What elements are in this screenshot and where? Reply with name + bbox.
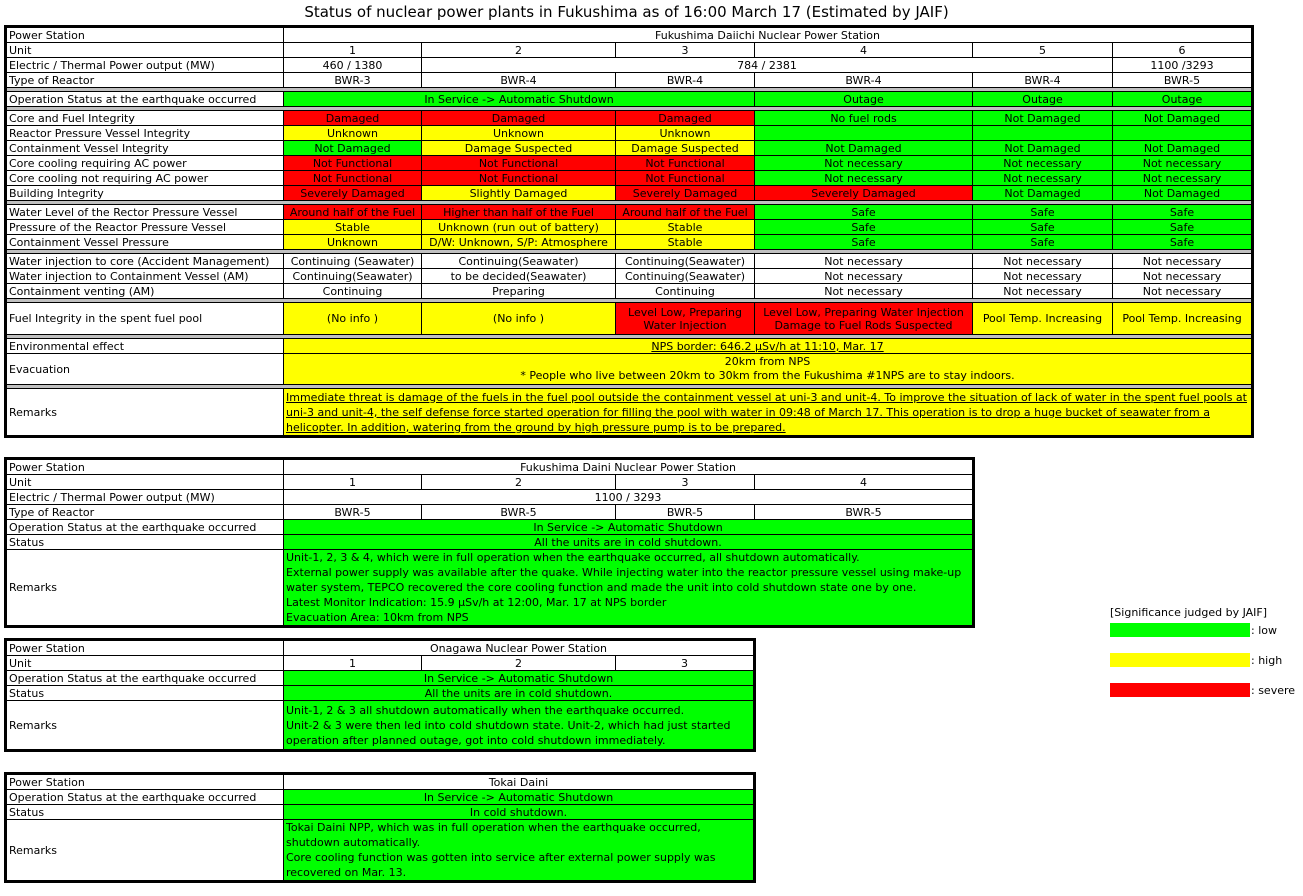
- cv-integrity-u2: Damage Suspected: [422, 141, 616, 156]
- rpv-integrity-u5: [973, 126, 1113, 141]
- label-building: Building Integrity: [6, 186, 284, 201]
- station-name: Fukushima Daini Nuclear Power Station: [284, 459, 974, 475]
- unit-3: 3: [616, 656, 755, 671]
- reactor-u5: BWR-4: [973, 73, 1113, 88]
- rpv-pressure-u2: Unknown (run out of battery): [422, 220, 616, 235]
- reactor-u1: BWR-5: [284, 505, 422, 520]
- label-status: Status: [6, 686, 284, 701]
- venting-u4: Not necessary: [755, 284, 973, 299]
- rpv-integrity-u1: Unknown: [284, 126, 422, 141]
- inj-core-u6: Not necessary: [1113, 254, 1253, 269]
- label-rpv-pressure: Pressure of the Reactor Pressure Vessel: [6, 220, 284, 235]
- venting-u2: Preparing: [422, 284, 616, 299]
- water-level-u6: Safe: [1113, 205, 1253, 220]
- cv-pressure-u3: Stable: [616, 235, 755, 250]
- unit-1: 1: [284, 475, 422, 490]
- building-u5: Not Damaged: [973, 186, 1113, 201]
- cv-integrity-u1: Not Damaged: [284, 141, 422, 156]
- building-u1: Severely Damaged: [284, 186, 422, 201]
- cv-integrity-u3: Damage Suspected: [616, 141, 755, 156]
- legend-label-low: : low: [1251, 624, 1277, 637]
- label-remarks: Remarks: [6, 820, 284, 882]
- remarks-line: Unit-2 & 3 were then led into cold shutdown state. Unit-2, which had just started operation after planned outage, got into cold shutdown immediately.: [286, 718, 731, 747]
- label-operation: Operation Status at the earthquake occurred: [6, 671, 284, 686]
- legend-swatch-severe: [1110, 683, 1250, 697]
- core-fuel-u2: Damaged: [422, 111, 616, 126]
- legend-label-high: : high: [1251, 654, 1283, 667]
- water-level-u5: Safe: [973, 205, 1113, 220]
- remarks-text: Immediate threat is damage of the fuels in the fuel pool outside the containment vessel at uni-3 and unit-4. To improve the situation of lack of water in the spent fuel pools at uni-3 and unit-4, the self defense force started operation for filling the pool with water in 09:48 of March 17. This operation is to drop a huge bucket of seawater from a helicopter. In addition, watering from the ground by high pressure pump is to be prepared.: [284, 389, 1253, 437]
- reactor-u4: BWR-4: [755, 73, 973, 88]
- inj-core-u1: Continuing (Seawater): [284, 254, 422, 269]
- label-operation: Operation Status at the earthquake occurred: [6, 92, 284, 107]
- unit-5: 5: [973, 43, 1113, 58]
- cc-ac-u1: Not Functional: [284, 156, 422, 171]
- remarks: [284, 701, 755, 751]
- water-level-u3: Around half of the Fuel: [616, 205, 755, 220]
- status: All the units are in cold shutdown.: [284, 535, 974, 550]
- reactor-u6: BWR-5: [1113, 73, 1253, 88]
- onagawa-table: [4, 638, 756, 752]
- water-level-u4: Safe: [755, 205, 973, 220]
- rpv-pressure-u4: Safe: [755, 220, 973, 235]
- label-rpv-integrity: Reactor Pressure Vessel Integrity: [6, 126, 284, 141]
- cc-noac-u5: Not necessary: [973, 171, 1113, 186]
- status: All the units are in cold shutdown.: [284, 686, 755, 701]
- label-power-station: Power Station: [6, 774, 284, 790]
- spent-fuel-u6: Pool Temp. Increasing: [1113, 303, 1253, 335]
- env-effect: NPS border: 646.2 μSv/h at 11:10, Mar. 17: [284, 339, 1253, 354]
- operation-u1-3: In Service -> Automatic Shutdown: [284, 92, 755, 107]
- operation: In Service -> Automatic Shutdown: [284, 671, 755, 686]
- label-reactor: Type of Reactor: [6, 505, 284, 520]
- legend-label-severe: : severe: [1251, 684, 1296, 697]
- operation-u6: Outage: [1113, 92, 1253, 107]
- spent-fuel-u1: (No info ): [284, 303, 422, 335]
- cv-integrity-u6: Not Damaged: [1113, 141, 1253, 156]
- cv-integrity-u5: Not Damaged: [973, 141, 1113, 156]
- label-cv-integrity: Containment Vessel Integrity: [6, 141, 284, 156]
- unit-2: 2: [422, 43, 616, 58]
- building-u6: Not Damaged: [1113, 186, 1253, 201]
- unit-2: 2: [422, 475, 616, 490]
- label-power-station: Power Station: [6, 27, 284, 43]
- reactor-u4: BWR-5: [755, 505, 974, 520]
- rpv-pressure-u6: Safe: [1113, 220, 1253, 235]
- rpv-pressure-u5: Safe: [973, 220, 1113, 235]
- rpv-integrity-u6: [1113, 126, 1253, 141]
- label-power-station: Power Station: [6, 459, 284, 475]
- tokai-table: [4, 772, 756, 883]
- inj-cv-u2: to be decided(Seawater): [422, 269, 616, 284]
- cv-pressure-u2: D/W: Unknown, S/P: Atmosphere: [422, 235, 616, 250]
- venting-u5: Not necessary: [973, 284, 1113, 299]
- inj-cv-u4: Not necessary: [755, 269, 973, 284]
- inj-core-u3: Continuing(Seawater): [616, 254, 755, 269]
- venting-u1: Continuing: [284, 284, 422, 299]
- inj-core-u2: Continuing(Seawater): [422, 254, 616, 269]
- operation: In Service -> Automatic Shutdown: [284, 520, 974, 535]
- unit-4: 4: [755, 475, 974, 490]
- label-cv-pressure: Containment Vessel Pressure: [6, 235, 284, 250]
- label-remarks: Remarks: [6, 389, 284, 437]
- label-unit: Unit: [6, 475, 284, 490]
- core-fuel-u6: Not Damaged: [1113, 111, 1253, 126]
- inj-cv-u1: Continuing(Seawater): [284, 269, 422, 284]
- unit-3: 3: [616, 475, 755, 490]
- label-power-station: Power Station: [6, 640, 284, 656]
- unit-1: 1: [284, 656, 422, 671]
- label-unit: Unit: [6, 43, 284, 58]
- cv-pressure-u5: Safe: [973, 235, 1113, 250]
- remarks-line: Unit-1, 2 & 3 all shutdown automatically when the earthquake occurred.: [286, 703, 685, 717]
- inj-cv-u6: Not necessary: [1113, 269, 1253, 284]
- core-fuel-u1: Damaged: [284, 111, 422, 126]
- evacuation-zone: 20km from NPS: [724, 355, 811, 368]
- core-fuel-u3: Damaged: [616, 111, 755, 126]
- label-reactor: Type of Reactor: [6, 73, 284, 88]
- label-status: Status: [6, 535, 284, 550]
- cc-noac-u2: Not Functional: [422, 171, 616, 186]
- label-core-fuel: Core and Fuel Integrity: [6, 111, 284, 126]
- cc-ac-u5: Not necessary: [973, 156, 1113, 171]
- water-level-u1: Around half of the Fuel: [284, 205, 422, 220]
- label-water-level: Water Level of the Rector Pressure Vessel: [6, 205, 284, 220]
- cc-noac-u4: Not necessary: [755, 171, 973, 186]
- evacuation: [284, 354, 1253, 385]
- label-remarks: Remarks: [6, 550, 284, 627]
- cc-ac-u4: Not necessary: [755, 156, 973, 171]
- output-u2-5: 784 / 2381: [422, 58, 1113, 73]
- building-u2: Slightly Damaged: [422, 186, 616, 201]
- cv-pressure-u1: Unknown: [284, 235, 422, 250]
- legend-item-high: [1110, 653, 1303, 683]
- rpv-pressure-u1: Stable: [284, 220, 422, 235]
- core-fuel-u5: Not Damaged: [973, 111, 1113, 126]
- inj-core-u5: Not necessary: [973, 254, 1113, 269]
- label-cc-ac: Core cooling requiring AC power: [6, 156, 284, 171]
- building-u3: Severely Damaged: [616, 186, 755, 201]
- legend: [1110, 606, 1303, 713]
- inj-cv-u5: Not necessary: [973, 269, 1113, 284]
- daiichi-table: [4, 25, 1254, 438]
- remarks-line: Evacuation Area: 10km from NPS: [286, 611, 469, 624]
- label-cc-noac: Core cooling not requiring AC power: [6, 171, 284, 186]
- label-operation: Operation Status at the earthquake occurred: [6, 790, 284, 805]
- reactor-u2: BWR-4: [422, 73, 616, 88]
- legend-swatch-high: [1110, 653, 1250, 667]
- legend-swatch-low: [1110, 623, 1250, 637]
- spent-fuel-u4: Level Low, Preparing Water Injection Damage to Fuel Rods Suspected: [755, 303, 973, 335]
- output: 1100 / 3293: [284, 490, 974, 505]
- evacuation-note: * People who live between 20km to 30km from the Fukushima #1NPS are to stay indoors.: [520, 369, 1015, 382]
- label-spent-fuel: Fuel Integrity in the spent fuel pool: [6, 303, 284, 335]
- label-inj-core: Water injection to core (Accident Management): [6, 254, 284, 269]
- label-output: Electric / Thermal Power output (MW): [6, 490, 284, 505]
- cv-pressure-u4: Safe: [755, 235, 973, 250]
- reactor-u3: BWR-4: [616, 73, 755, 88]
- rpv-integrity-u3: Unknown: [616, 126, 755, 141]
- station-name: Fukushima Daiichi Nuclear Power Station: [284, 27, 1253, 43]
- remarks-line: Unit-1, 2, 3 & 4, which were in full operation when the earthquake occurred, all shutdown automatically.: [286, 551, 860, 564]
- status: In cold shutdown.: [284, 805, 755, 820]
- cc-ac-u2: Not Functional: [422, 156, 616, 171]
- station-name: Onagawa Nuclear Power Station: [284, 640, 755, 656]
- core-fuel-u4: No fuel rods: [755, 111, 973, 126]
- label-evac: Evacuation: [6, 354, 284, 385]
- label-unit: Unit: [6, 656, 284, 671]
- unit-3: 3: [616, 43, 755, 58]
- unit-4: 4: [755, 43, 973, 58]
- rpv-integrity-u2: Unknown: [422, 126, 616, 141]
- water-level-u2: Higher than half of the Fuel: [422, 205, 616, 220]
- venting-u6: Not necessary: [1113, 284, 1253, 299]
- remarks-line: Core cooling function was gotten into service after external power supply was recovered on Mar. 13.: [286, 851, 716, 879]
- inj-cv-u3: Continuing(Seawater): [616, 269, 755, 284]
- cc-ac-u3: Not Functional: [616, 156, 755, 171]
- label-output: Electric / Thermal Power output (MW): [6, 58, 284, 73]
- rpv-integrity-u4: [755, 126, 973, 141]
- cc-noac-u3: Not Functional: [616, 171, 755, 186]
- operation-u5: Outage: [973, 92, 1113, 107]
- spent-fuel-u2: (No info ): [422, 303, 616, 335]
- label-inj-cv: Water injection to Containment Vessel (AM): [6, 269, 284, 284]
- operation: In Service -> Automatic Shutdown: [284, 790, 755, 805]
- reactor-u3: BWR-5: [616, 505, 755, 520]
- spent-fuel-u5: Pool Temp. Increasing: [973, 303, 1113, 335]
- daini-table: [4, 457, 975, 628]
- label-status: Status: [6, 805, 284, 820]
- operation-u4: Outage: [755, 92, 973, 107]
- cc-noac-u6: Not necessary: [1113, 171, 1253, 186]
- label-venting: Containment venting (AM): [6, 284, 284, 299]
- unit-1: 1: [284, 43, 422, 58]
- remarks: [284, 550, 974, 627]
- legend-item-severe: [1110, 683, 1303, 713]
- output-u1: 460 / 1380: [284, 58, 422, 73]
- legend-item-low: [1110, 623, 1303, 653]
- cc-noac-u1: Not Functional: [284, 171, 422, 186]
- rpv-pressure-u3: Stable: [616, 220, 755, 235]
- station-name: Tokai Daini: [284, 774, 755, 790]
- label-remarks: Remarks: [6, 701, 284, 751]
- remarks-line: Tokai Daini NPP, which was in full operation when the earthquake occurred, shutdown automatically.: [286, 821, 701, 849]
- cc-ac-u6: Not necessary: [1113, 156, 1253, 171]
- label-env: Environmental effect: [6, 339, 284, 354]
- inj-core-u4: Not necessary: [755, 254, 973, 269]
- label-operation: Operation Status at the earthquake occurred: [6, 520, 284, 535]
- remarks-line: Latest Monitor Indication: 15.9 μSv/h at 12:00, Mar. 17 at NPS border: [286, 596, 667, 609]
- remarks-line: External power supply was available after the quake. While injecting water into the reactor pressure vessel using make-up water system, TEPCO recovered the core cooling function and made the unit into cold shutdown state one by one.: [286, 566, 962, 594]
- cv-integrity-u4: Not Damaged: [755, 141, 973, 156]
- building-u4: Severely Damaged: [755, 186, 973, 201]
- unit-2: 2: [422, 656, 616, 671]
- spent-fuel-u3: Level Low, Preparing Water Injection: [616, 303, 755, 335]
- reactor-u2: BWR-5: [422, 505, 616, 520]
- remarks: [284, 820, 755, 882]
- reactor-u1: BWR-3: [284, 73, 422, 88]
- unit-6: 6: [1113, 43, 1253, 58]
- cv-pressure-u6: Safe: [1113, 235, 1253, 250]
- legend-title: [Significance judged by JAIF]: [1110, 606, 1268, 619]
- page-title: Status of nuclear power plants in Fukushima as of 16:00 March 17 (Estimated by JAIF): [304, 3, 949, 21]
- output-u6: 1100 /3293: [1113, 58, 1253, 73]
- venting-u3: Continuing: [616, 284, 755, 299]
